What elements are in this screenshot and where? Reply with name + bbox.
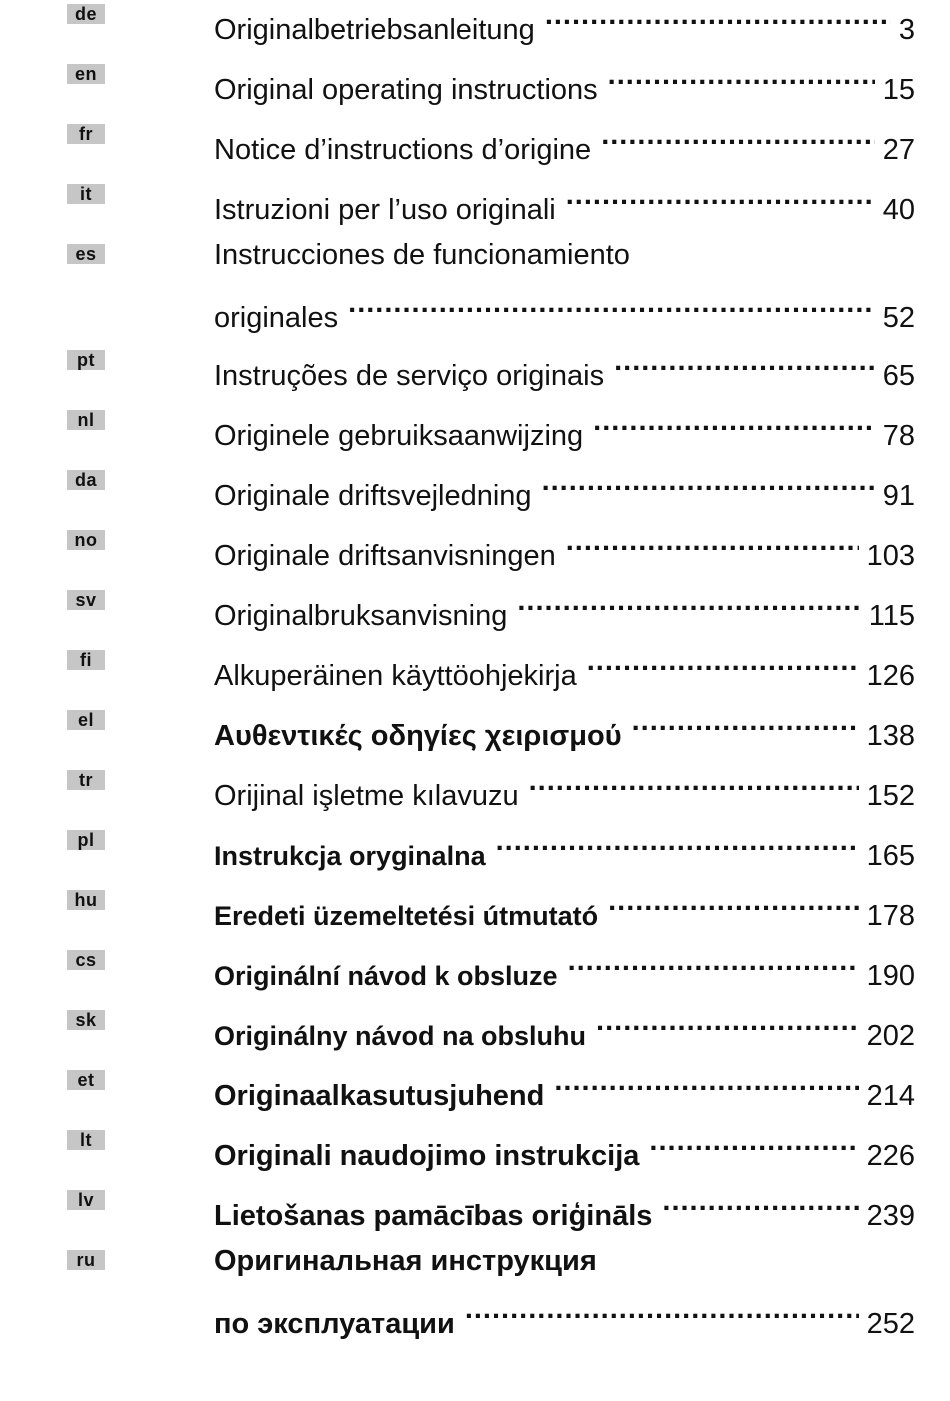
toc-entry-title: Originale driftsvejledning bbox=[214, 480, 532, 512]
toc-entry-line bbox=[214, 279, 915, 334]
language-code-badge: nl bbox=[67, 410, 105, 430]
toc-entry bbox=[214, 577, 915, 632]
toc-entry-line bbox=[214, 231, 915, 279]
language-code-badge: tr bbox=[67, 770, 105, 790]
dot-leader bbox=[348, 279, 875, 327]
toc-entry-title: Оригинальная инструкция bbox=[214, 1245, 597, 1277]
toc-entry-title: Originalbetriebsanleitung bbox=[214, 14, 535, 46]
language-code-badge: et bbox=[67, 1070, 105, 1090]
toc-entry-line bbox=[214, 457, 915, 512]
toc-entry-title: Originálny návod na obsluhu bbox=[214, 1021, 587, 1051]
toc-entry-line bbox=[214, 877, 915, 932]
dot-leader bbox=[545, 0, 891, 39]
dot-leader bbox=[542, 457, 875, 505]
dot-leader bbox=[649, 1117, 858, 1165]
page-number: 52 bbox=[882, 302, 915, 334]
toc-entry-line bbox=[214, 0, 915, 46]
page-number: 103 bbox=[866, 540, 915, 572]
language-code-badge: no bbox=[67, 530, 105, 550]
toc-entry bbox=[214, 997, 915, 1052]
toc-entry-title: originales bbox=[214, 302, 339, 334]
page-number: 15 bbox=[882, 74, 915, 106]
dot-leader bbox=[593, 397, 875, 445]
toc-entry-title: Instrucciones de funcionamiento bbox=[214, 239, 630, 271]
dot-leader bbox=[566, 517, 859, 565]
dot-leader bbox=[465, 1285, 859, 1333]
toc-entry-line bbox=[214, 171, 915, 226]
language-code-badge: el bbox=[67, 710, 105, 730]
toc-entry bbox=[214, 231, 915, 334]
toc-entry bbox=[214, 171, 915, 226]
toc-entry-title: Αυθεντικές οδηγίες χειρισμού bbox=[214, 720, 622, 752]
toc-entry bbox=[214, 697, 915, 752]
page-number: 252 bbox=[866, 1308, 915, 1340]
language-code-badge: sv bbox=[67, 590, 105, 610]
language-code-badge: en bbox=[67, 64, 105, 84]
toc-entry-line bbox=[214, 817, 915, 872]
toc-entry-title: Originální návod k obsluze bbox=[214, 961, 558, 991]
dot-leader bbox=[601, 111, 875, 159]
toc-entry-title: Originaalkasutusjuhend bbox=[214, 1080, 545, 1112]
toc-entry bbox=[214, 0, 915, 46]
toc-entry-line bbox=[214, 577, 915, 632]
toc-entry bbox=[214, 397, 915, 452]
dot-leader bbox=[587, 637, 859, 685]
toc-entry-title: Originale driftsanvisningen bbox=[214, 540, 556, 572]
language-code-badge: it bbox=[67, 184, 105, 204]
toc-entry-title: Instruções de serviço originais bbox=[214, 360, 605, 392]
toc-entry-line bbox=[214, 337, 915, 392]
page-number: 190 bbox=[866, 960, 915, 992]
page-number: 152 bbox=[866, 780, 915, 812]
page-number: 214 bbox=[866, 1080, 915, 1112]
toc-entry-title: Originali naudojimo instrukcija bbox=[214, 1140, 640, 1172]
page-number: 126 bbox=[866, 660, 915, 692]
toc-entry-title: Instrukcja oryginalna bbox=[214, 841, 486, 871]
language-code-badge: de bbox=[67, 4, 105, 24]
page-number: 138 bbox=[866, 720, 915, 752]
toc-entry-line bbox=[214, 397, 915, 452]
toc-entry-line bbox=[214, 997, 915, 1052]
toc-entry-line bbox=[214, 1177, 915, 1232]
toc-entry-title: по эксплуатации bbox=[214, 1308, 455, 1340]
page-number: 178 bbox=[866, 900, 915, 932]
language-code-badge: cs bbox=[67, 950, 105, 970]
page-number: 226 bbox=[866, 1140, 915, 1172]
toc-entry-title: Alkuperäinen käyttöohjekirja bbox=[214, 660, 577, 692]
toc-entry-line bbox=[214, 1285, 915, 1340]
page-number: 40 bbox=[882, 194, 915, 226]
dot-leader bbox=[614, 337, 875, 385]
toc-entry bbox=[214, 1237, 915, 1340]
toc-entry-line bbox=[214, 937, 915, 992]
toc-entry-title: Original operating instructions bbox=[214, 74, 598, 106]
dot-leader bbox=[568, 937, 859, 985]
page-number: 202 bbox=[866, 1020, 915, 1052]
toc-entry-line bbox=[214, 51, 915, 106]
toc-entry bbox=[214, 517, 915, 572]
toc-entry-line bbox=[214, 697, 915, 752]
page-number: 165 bbox=[866, 840, 915, 872]
dot-leader bbox=[554, 1057, 858, 1105]
toc-entry-title: Orijinal işletme kılavuzu bbox=[214, 780, 519, 812]
toc-entry bbox=[214, 637, 915, 692]
toc-entry bbox=[214, 817, 915, 872]
toc-entry-line bbox=[214, 517, 915, 572]
toc-entry bbox=[214, 877, 915, 932]
toc-entry-line bbox=[214, 637, 915, 692]
dot-leader bbox=[608, 51, 875, 99]
language-code-badge: ru bbox=[67, 1250, 105, 1270]
toc-entry-title: Notice d’instructions d’origine bbox=[214, 134, 592, 166]
language-code-badge: hu bbox=[67, 890, 105, 910]
dot-leader bbox=[632, 697, 859, 745]
toc-entry bbox=[214, 1177, 915, 1232]
dot-leader bbox=[517, 577, 860, 625]
page-number: 115 bbox=[868, 600, 915, 632]
dot-leader bbox=[496, 817, 859, 865]
page-number: 27 bbox=[882, 134, 915, 166]
toc-entry-line bbox=[214, 1117, 915, 1172]
toc-entry bbox=[214, 757, 915, 812]
toc-entry bbox=[214, 457, 915, 512]
toc-entry-line bbox=[214, 1057, 915, 1112]
toc-entry bbox=[214, 1117, 915, 1172]
language-code-badge: da bbox=[67, 470, 105, 490]
language-code-badge: pl bbox=[67, 830, 105, 850]
toc-entry bbox=[214, 337, 915, 392]
toc-entry bbox=[214, 937, 915, 992]
toc-entry-title: Originalbruksanvisning bbox=[214, 600, 508, 632]
page-number: 65 bbox=[882, 360, 915, 392]
page-number: 3 bbox=[898, 14, 915, 46]
toc-entry bbox=[214, 111, 915, 166]
dot-leader bbox=[566, 171, 875, 219]
toc-entry-title: Istruzioni per l’uso originali bbox=[214, 194, 556, 226]
toc-entry-title: Originele gebruiksaanwijzing bbox=[214, 420, 584, 452]
language-code-badge: sk bbox=[67, 1010, 105, 1030]
language-code-badge: es bbox=[67, 244, 105, 264]
toc-entry-line bbox=[214, 1237, 915, 1285]
page-number: 91 bbox=[882, 480, 915, 512]
toc-entry-line bbox=[214, 757, 915, 812]
toc-entry-line bbox=[214, 111, 915, 166]
toc-entry-title: Lietošanas pamācības oriģināls bbox=[214, 1200, 653, 1232]
page-number: 78 bbox=[882, 420, 915, 452]
page-number: 239 bbox=[866, 1200, 915, 1232]
language-code-badge: lt bbox=[67, 1130, 105, 1150]
dot-leader bbox=[662, 1177, 858, 1225]
toc-entry bbox=[214, 51, 915, 106]
language-code-badge: fi bbox=[67, 650, 105, 670]
dot-leader bbox=[596, 997, 859, 1045]
dot-leader bbox=[529, 757, 859, 805]
toc-entry-title: Eredeti üzemeltetési útmutató bbox=[214, 901, 599, 931]
dot-leader bbox=[608, 877, 859, 925]
language-code-badge: fr bbox=[67, 124, 105, 144]
toc-entry bbox=[214, 1057, 915, 1112]
language-code-badge: lv bbox=[67, 1190, 105, 1210]
language-code-badge: pt bbox=[67, 350, 105, 370]
